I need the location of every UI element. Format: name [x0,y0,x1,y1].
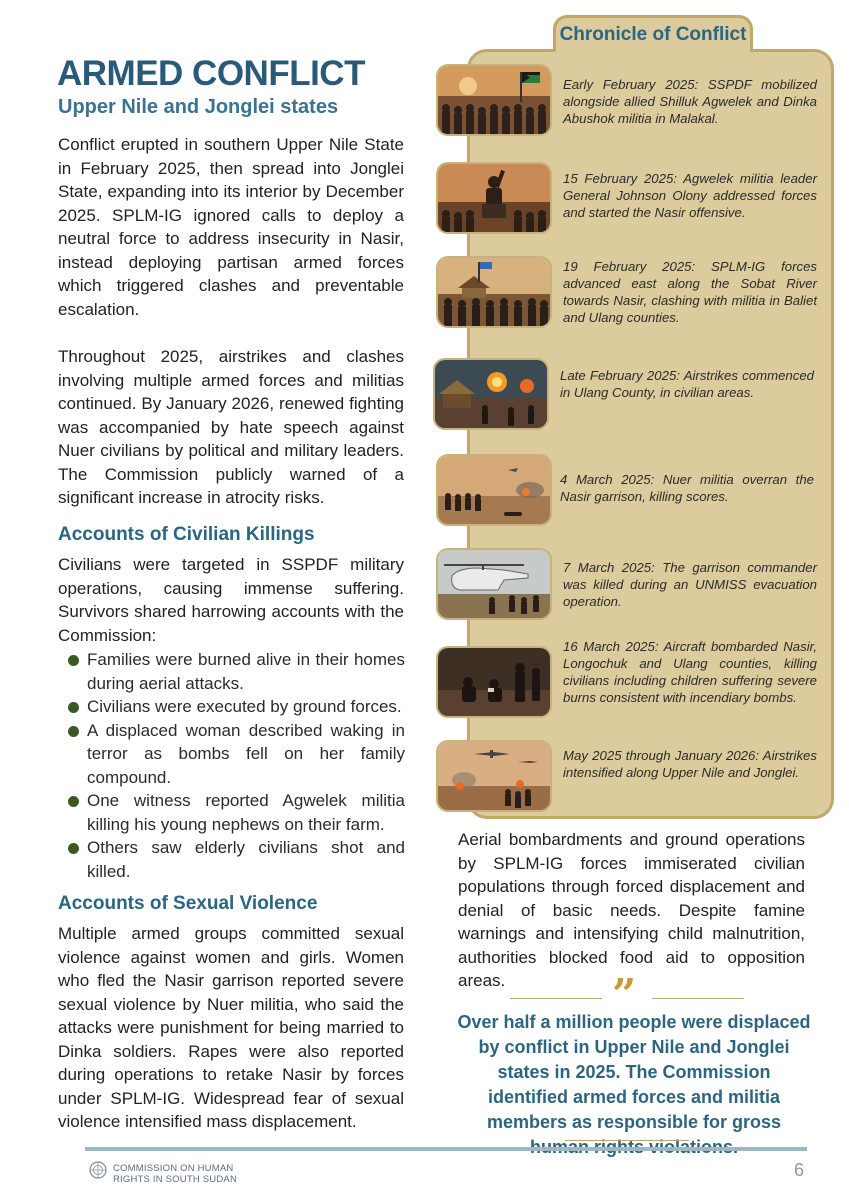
chronicle-event-4: Late February 2025: Airstrikes commenced in Ulang County, in civilian areas. [560,368,814,400]
quote-divider-bottom [565,1140,689,1141]
list-item: One witness reported Agwelek militia killing his young nephews on their farm. [58,789,405,836]
wounded-civilians-illustration [438,648,550,716]
aerial-bombardments-paragraph: Aerial bombardments and ground operations by SPLM-IG forces immiserated civilian populations through forced displacement and denial of basic needs. Despite famine warnings and intensifying child malnutrition, authorities blocked food aid to opposition areas. [458,830,805,990]
helicopter-evacuation-illustration [438,550,550,618]
list-item: A displaced woman described waking in terror as bombs fell on her family compound. [58,719,405,790]
quote-divider-left [510,998,602,999]
footer-rule [85,1147,807,1151]
footer-organization: COMMISSION ON HUMAN RIGHTS IN SOUTH SUDAN [113,1163,238,1185]
leader-speech-illustration [438,164,550,232]
intro-paragraph-1: Conflict erupted in southern Upper Nile State in February 2025, then spread into Jonglei State, expanding into its interior by December 2025. SPLM-IG ignored calls to deploy a neutral force to address insecurity in Nasir, instead deploying partisan armed forces which triggered clashes and preventable escalation. [58,135,404,319]
chronicle-event-6: 7 March 2025: The garrison commander was killed during an UNMISS evacuation operation. [563,560,817,609]
quote-divider-right [652,998,744,999]
soldiers-flag-illustration [438,66,550,134]
chronicle-event-3: 19 February 2025: SPLM-IG forces advanced east along the Sobat River towards Nasir, clashing with militia in Baliet and Ulang counties. [563,259,817,325]
intro-paragraph-2: Throughout 2025, airstrikes and clashes involving multiple armed forces and militias continued. By January 2026, renewed fighting was accompanied by hate speech against Nuer civilians by political and military leaders. The Commission publicly warned of a significant increase in atrocity risks. [58,347,404,507]
pull-quote: Over half a million people were displaced by conflict in Upper Nile and Jonglei states in 2025. The Commission identified armed forces and militia members as responsible for gross [457,1012,811,1132]
bullet-icon [68,726,79,737]
killings-heading: Accounts of Civilian Killings [58,524,315,545]
troops-advance-illustration [438,258,550,326]
bullet-icon [68,796,79,807]
airstrike-village-illustration [435,360,547,428]
list-item: Civilians were executed by ground forces. [58,695,405,719]
page-title: ARMED CONFLICT [57,54,365,93]
chronicle-event-2: 15 February 2025: Agwelek militia leader General Johnson Olony addressed forces and started the Nasir offensive. [563,171,817,220]
garrison-overrun-illustration [438,456,550,524]
chronicle-event-5: 4 March 2025: Nuer militia overran the Nasir garrison, killing scores. [560,472,814,504]
quote-mark-icon: ” [612,970,637,1019]
killings-bullet-list [58,648,405,883]
bullet-icon [68,843,79,854]
page-subtitle: Upper Nile and Jonglei states [58,96,339,118]
aircraft-fires-illustration [438,742,550,810]
chronicle-event-7: 16 March 2025: Aircraft bombarded Nasir, Longochuk and Ulang counties, killing civilians including children suffering severe burns consistent with incendiary bombs. [563,639,817,705]
bullet-icon [68,702,79,713]
killings-body: Civilians were targeted in SSPDF military operations, causing immense suffering. Survivors shared harrowing accounts with the Commission: [58,555,404,645]
chronicle-event-1: Early February 2025: SSPDF mobilized alongside allied Shilluk Agwelek and Dinka Abushok militia in Malakal. [563,77,817,126]
sexual-violence-body: Multiple armed groups committed sexual violence against women and girls. Women who fled the Nasir garrison reported severe sexual violence by Nuer militia, who said the attacks were punishment for being married to Dinka soldiers. Rapes were also reported during operations to retake Nasir by forces under SPLM-IG. Widespread fear of sexual violence intensified mass displacement. [58,924,404,1131]
un-emblem-icon [88,1160,108,1185]
chronicle-tab: Chronicle of Conflict [553,15,753,53]
chronicle-event-8: May 2025 through January 2026: Airstrikes intensified along Upper Nile and Jonglei. [563,748,817,780]
page-number: 6 [794,1160,805,1180]
list-item: Others saw elderly civilians shot and killed. [58,836,405,883]
list-item: Families were burned alive in their homes during aerial attacks. [58,648,405,695]
bullet-icon [68,655,79,666]
sexual-violence-heading: Accounts of Sexual Violence [58,893,318,914]
